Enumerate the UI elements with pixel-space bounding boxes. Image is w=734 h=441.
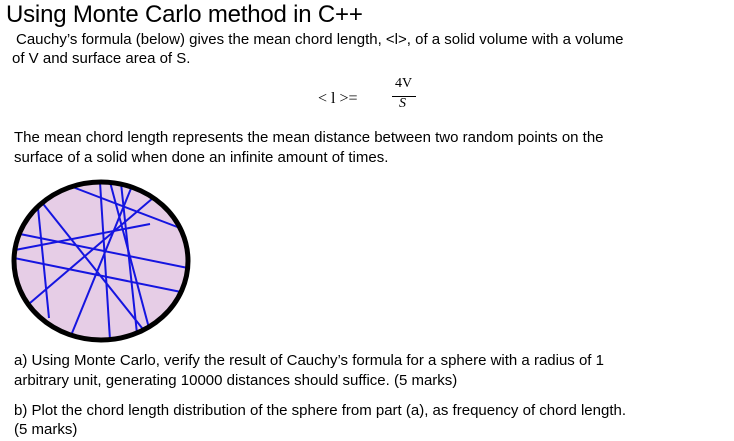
- question-a-line-2: arbitrary unit, generating 10000 distances should suffice. (5 marks): [14, 372, 458, 389]
- explanation-line-1: The mean chord length represents the mean distance between two random points on the: [14, 129, 604, 146]
- intro-line-2: of V and surface area of S.: [12, 50, 191, 67]
- question-b-line-2: (5 marks): [14, 421, 78, 438]
- formula-lhs: < l >=: [318, 90, 358, 107]
- question-b-line-1: b) Plot the chord length distribution of the sphere from part (a), as frequency of chord length.: [14, 402, 627, 419]
- page-title: Using Monte Carlo method in C++: [6, 1, 363, 28]
- formula-denominator: S: [399, 96, 406, 111]
- intro-line-1: Cauchy’s formula (below) gives the mean chord length, <l>, of a solid volume with a volume: [16, 31, 624, 48]
- question-a-line-1: a) Using Monte Carlo, verify the result of Cauchy’s formula for a sphere with a radius of 1: [14, 352, 604, 369]
- cauchy-formula: [318, 76, 438, 121]
- formula-numerator: 4V: [395, 76, 413, 91]
- explanation-line-2: surface of a solid when done an infinite amount of times.: [14, 149, 389, 166]
- sphere-chords-diagram: [10, 178, 194, 344]
